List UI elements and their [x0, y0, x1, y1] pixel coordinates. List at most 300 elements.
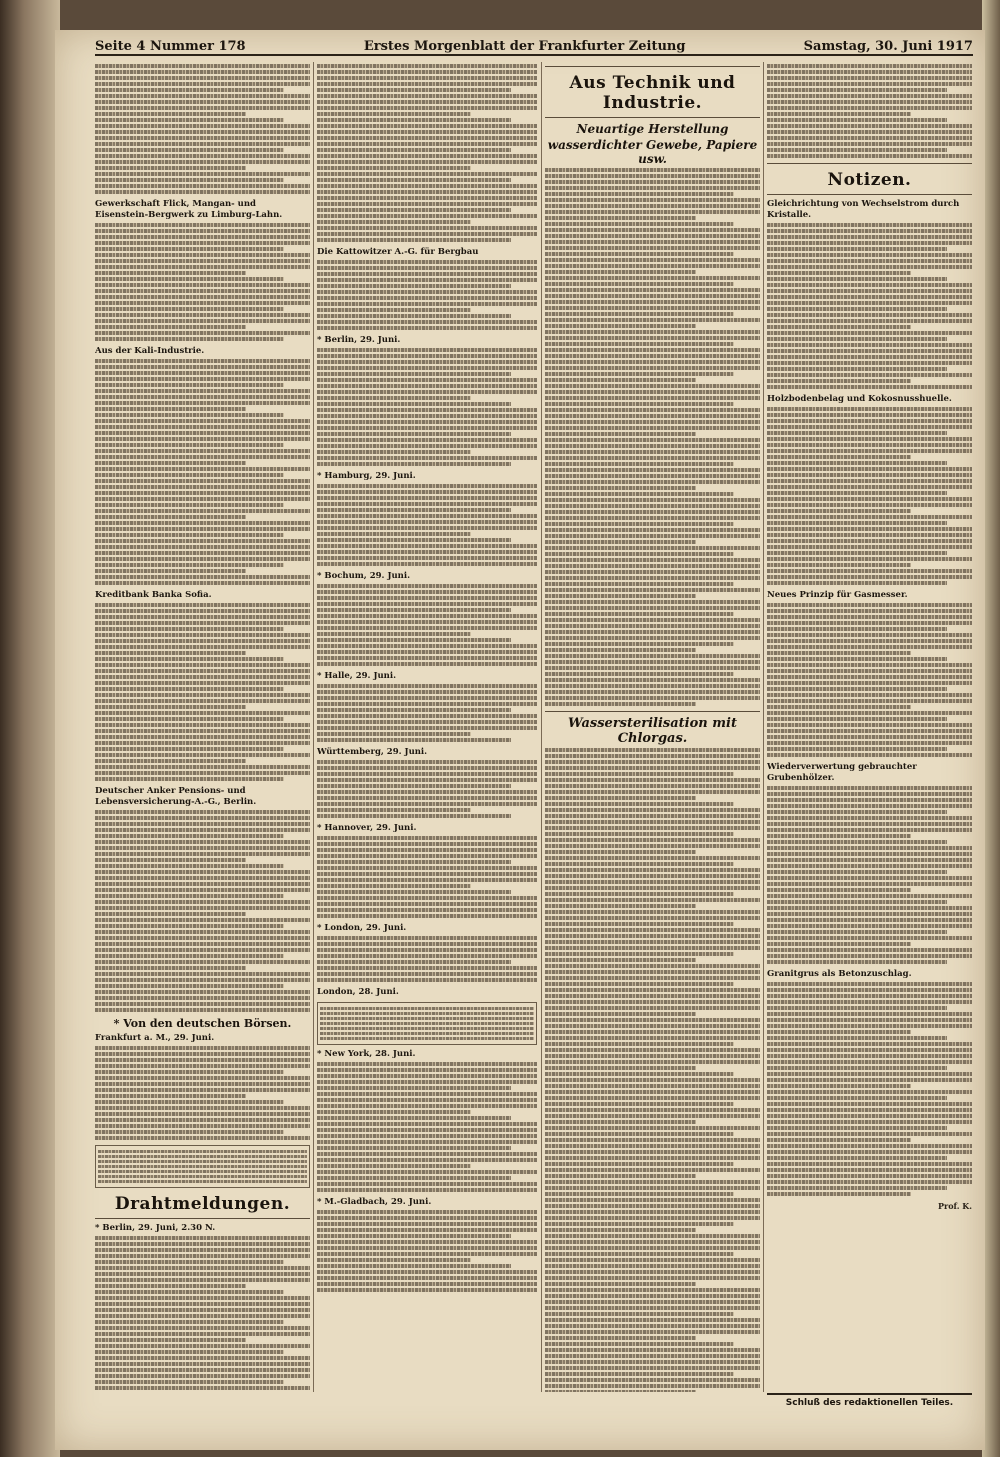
- text-line: [317, 1170, 537, 1174]
- text-line: [95, 461, 246, 465]
- text-line: [545, 1330, 760, 1334]
- text-line: [767, 723, 972, 727]
- text-line: [545, 618, 760, 622]
- text-line: [545, 186, 760, 190]
- text-line: [95, 1266, 310, 1270]
- text-line: [545, 928, 760, 932]
- text-line: [767, 443, 972, 447]
- text-line: [545, 534, 760, 538]
- text-line: [545, 672, 734, 676]
- text-line: [767, 615, 972, 619]
- text-line: [317, 226, 537, 230]
- text-line: [767, 355, 972, 359]
- text-line: [95, 295, 310, 299]
- text-line: [95, 130, 310, 134]
- text-line: [95, 467, 310, 471]
- text-line: [545, 546, 760, 550]
- text-line: [545, 1036, 760, 1040]
- text-line: [545, 510, 760, 514]
- text-line: [767, 563, 911, 567]
- text-line: [317, 124, 537, 128]
- text-line: [767, 259, 972, 263]
- text-line: [95, 1332, 310, 1336]
- text-line: [767, 1084, 911, 1088]
- text-line: [95, 235, 310, 239]
- text-line: [545, 982, 734, 986]
- text-line: [767, 888, 911, 892]
- text-line: [317, 690, 537, 694]
- text-line: [767, 557, 972, 561]
- text-block-c3-1: [545, 168, 760, 706]
- text-line: [317, 854, 537, 858]
- text-line: [767, 741, 972, 745]
- text-line: [317, 1216, 537, 1220]
- table-row: [320, 1007, 534, 1010]
- text-line: [545, 1192, 734, 1196]
- text-line: [545, 474, 760, 478]
- text-line: [95, 1380, 284, 1384]
- text-line: [767, 1018, 972, 1022]
- text-line: [317, 1092, 537, 1096]
- text-line: [545, 1300, 760, 1304]
- text-line: [95, 1106, 310, 1110]
- text-line: [767, 331, 972, 335]
- text-line: [767, 1144, 972, 1148]
- text-line: [545, 336, 760, 340]
- text-line: [317, 1176, 511, 1180]
- text-line: [767, 373, 972, 377]
- text-line: [317, 136, 537, 140]
- text-line: [545, 222, 734, 226]
- text-line: [95, 70, 310, 74]
- text-line: [317, 842, 537, 846]
- text-line: [317, 772, 537, 776]
- text-line: [317, 620, 537, 624]
- text-line: [545, 1030, 760, 1034]
- text-line: [545, 802, 734, 806]
- text-line: [317, 444, 537, 448]
- text-line: [95, 395, 310, 399]
- text-line: [767, 515, 972, 519]
- text-line: [95, 1344, 310, 1348]
- c2-head-5: * Halle, 29. Juni.: [317, 671, 397, 681]
- text-line: [545, 814, 760, 818]
- text-line: [317, 130, 537, 134]
- text-line: [767, 497, 972, 501]
- text-line: [95, 765, 310, 769]
- text-line: [95, 563, 284, 567]
- divider: [545, 711, 760, 712]
- text-line: [545, 354, 760, 358]
- text-line: [545, 438, 760, 442]
- text-line: [545, 1156, 760, 1160]
- text-line: [545, 1048, 760, 1052]
- text-line: [545, 312, 734, 316]
- text-line: [95, 437, 310, 441]
- text-block-c2-7: [317, 760, 537, 818]
- text-line: [95, 771, 310, 775]
- text-line: [317, 626, 537, 630]
- text-line: [317, 420, 537, 424]
- text-line: [317, 94, 537, 98]
- text-line: [545, 480, 760, 484]
- text-line: [767, 1108, 972, 1112]
- text-line: [545, 754, 760, 758]
- text-line: [767, 76, 972, 80]
- header-left: Seite 4 Nummer 178: [95, 39, 246, 54]
- text-line: [767, 834, 911, 838]
- text-line: [317, 708, 511, 712]
- text-line: [767, 545, 972, 549]
- text-line: [317, 872, 537, 876]
- text-line: [317, 614, 537, 618]
- text-line: [95, 828, 310, 832]
- text-line: [317, 402, 511, 406]
- text-line: [317, 520, 537, 524]
- text-line: [317, 966, 537, 970]
- text-line: [767, 1078, 972, 1082]
- text-line: [545, 1108, 760, 1112]
- table-row: [320, 1037, 534, 1040]
- note-head-3: Neues Prinzip für Gasmesser.: [767, 590, 908, 600]
- text-line: [95, 1058, 310, 1062]
- text-line: [767, 651, 911, 655]
- text-line: [767, 503, 972, 507]
- text-line: [317, 302, 537, 306]
- column-divider: [313, 62, 314, 1392]
- text-line: [545, 988, 760, 992]
- text-line: [317, 214, 537, 218]
- text-line: [767, 271, 911, 275]
- text-line: [545, 636, 760, 640]
- text-line: [767, 319, 972, 323]
- text-line: [545, 504, 760, 508]
- text-line: [545, 880, 760, 884]
- text-line: [545, 1240, 760, 1244]
- text-line: [545, 1018, 760, 1022]
- text-line: [317, 1110, 471, 1114]
- column-2: [317, 62, 537, 1392]
- c2-head-1: Die Kattowitzer A.-G. für Bergbau: [317, 247, 479, 257]
- text-line: [545, 778, 760, 782]
- text-line: [95, 313, 310, 317]
- table-row: [98, 1155, 307, 1158]
- text-block-c4-6: [767, 982, 972, 1196]
- text-line: [545, 252, 734, 256]
- text-line: [767, 633, 972, 637]
- text-line: [95, 425, 310, 429]
- text-line: [317, 278, 537, 282]
- text-line: [545, 766, 760, 770]
- text-line: [767, 295, 972, 299]
- text-line: [545, 282, 734, 286]
- text-line: [545, 1228, 696, 1232]
- text-line: [545, 1126, 760, 1130]
- text-line: [317, 396, 471, 400]
- text-line: [545, 856, 760, 860]
- text-line: [317, 526, 537, 530]
- text-line: [545, 426, 760, 430]
- text-line: [545, 516, 760, 520]
- text-line: [545, 1198, 760, 1202]
- text-line: [317, 814, 511, 818]
- text-line: [95, 747, 284, 751]
- text-line: [317, 890, 511, 894]
- text-line: [545, 264, 760, 268]
- text-line: [545, 420, 760, 424]
- text-line: [545, 1234, 760, 1238]
- text-line: [767, 307, 947, 311]
- text-line: [95, 1302, 310, 1306]
- text-line: [545, 1186, 760, 1190]
- text-line: [317, 348, 537, 352]
- text-line: [317, 88, 511, 92]
- text-line: [545, 1252, 734, 1256]
- text-line: [95, 331, 310, 335]
- text-line: [95, 960, 310, 964]
- text-line: [767, 852, 972, 856]
- text-line: [767, 385, 972, 389]
- text-line: [545, 300, 760, 304]
- text-line: [95, 723, 310, 727]
- text-line: [545, 916, 760, 920]
- text-line: [545, 180, 760, 184]
- text-line: [95, 1088, 310, 1092]
- text-line: [767, 810, 947, 814]
- text-line: [545, 378, 696, 382]
- text-line: [767, 479, 972, 483]
- text-line: [767, 918, 972, 922]
- text-line: [767, 954, 972, 958]
- text-line: [95, 118, 284, 122]
- text-line: [95, 615, 310, 619]
- text-line: [767, 100, 972, 104]
- text-line: [317, 296, 537, 300]
- text-line: [545, 946, 760, 950]
- text-line: [545, 1120, 696, 1124]
- text-line: [545, 528, 760, 532]
- text-line: [95, 669, 310, 673]
- text-line: [317, 1068, 537, 1072]
- wassersterilisation-heading: Wassersterilisation mit Chlorgas.: [568, 716, 737, 746]
- text-line: [95, 1100, 284, 1104]
- text-line: [317, 232, 537, 236]
- text-line: [95, 166, 246, 170]
- text-line: [317, 596, 537, 600]
- text-line: [767, 413, 972, 417]
- text-line: [545, 624, 760, 628]
- text-line: [95, 325, 246, 329]
- divider: [767, 194, 972, 195]
- text-line: [767, 687, 947, 691]
- text-line: [317, 550, 537, 554]
- text-line: [95, 687, 284, 691]
- text-line: [95, 693, 310, 697]
- text-line: [317, 602, 537, 606]
- text-line: [767, 130, 972, 134]
- text-line: [95, 319, 310, 323]
- text-line: [95, 858, 246, 862]
- text-line: [95, 657, 284, 661]
- text-block-c2-2: [317, 260, 537, 330]
- text-line: [545, 666, 760, 670]
- text-line: [95, 455, 310, 459]
- text-line: [95, 377, 310, 381]
- text-line: [95, 990, 310, 994]
- text-block-c4-3: [767, 407, 972, 585]
- text-line: [545, 462, 734, 466]
- text-line: [767, 792, 972, 796]
- note-head-2: Holzbodenbelag und Kokosnusshuelle.: [767, 394, 952, 404]
- text-line: [95, 1076, 310, 1080]
- text-line: [767, 1048, 972, 1052]
- text-line: [95, 365, 310, 369]
- text-line: [767, 753, 972, 757]
- text-line: [767, 431, 947, 435]
- text-line: [317, 76, 537, 80]
- table-row: [320, 1027, 534, 1030]
- text-line: [95, 675, 310, 679]
- text-line: [545, 1366, 760, 1370]
- text-line: [545, 976, 760, 980]
- text-line: [545, 294, 760, 298]
- text-line: [317, 202, 537, 206]
- text-line: [767, 1186, 947, 1190]
- text-line: [545, 1270, 760, 1274]
- text-line: [317, 1062, 537, 1066]
- text-line: [545, 228, 760, 232]
- text-line: [545, 1294, 760, 1298]
- text-line: [317, 1158, 537, 1162]
- text-block-c2-3: [317, 348, 537, 466]
- text-line: [545, 594, 696, 598]
- divider: [767, 163, 972, 164]
- text-line: [545, 258, 760, 262]
- text-line: [317, 808, 471, 812]
- text-line: [95, 509, 310, 513]
- c2-head-7: * Hannover, 29. Juni.: [317, 823, 417, 833]
- text-block-7: [95, 1236, 310, 1392]
- text-line: [317, 190, 537, 194]
- text-line: [767, 639, 972, 643]
- text-line: [767, 1174, 972, 1178]
- table-row: [320, 1012, 534, 1015]
- technik-heading: Aus Technik und Industrie.: [569, 73, 736, 113]
- article-subtitle-1: Neuartige Herstellung: [576, 122, 729, 136]
- text-line: [317, 778, 537, 782]
- text-line: [95, 136, 310, 140]
- text-line: [317, 148, 511, 152]
- text-line: [317, 896, 537, 900]
- text-line: [767, 88, 947, 92]
- text-line: [95, 1368, 310, 1372]
- text-line: [767, 136, 972, 140]
- text-line: [545, 648, 696, 652]
- text-line: [545, 1090, 760, 1094]
- text-line: [767, 313, 972, 317]
- text-line: [767, 1054, 972, 1058]
- text-line: [545, 1102, 734, 1106]
- text-line: [545, 910, 760, 914]
- text-line: [317, 802, 537, 806]
- text-line: [317, 608, 511, 612]
- text-line: [95, 190, 310, 194]
- text-line: [317, 1270, 537, 1274]
- text-line: [767, 343, 972, 347]
- text-line: [317, 1252, 537, 1256]
- text-line: [95, 575, 310, 579]
- text-line: [767, 960, 947, 964]
- text-line: [317, 1282, 537, 1286]
- text-line: [545, 1276, 760, 1280]
- table-row: [320, 1017, 534, 1020]
- text-line: [545, 1306, 760, 1310]
- text-block-c2-4: [317, 484, 537, 566]
- text-line: [545, 606, 760, 610]
- table-row: [98, 1165, 307, 1168]
- draht-lead: * Berlin, 29. Juni, 2.30 N.: [95, 1223, 216, 1233]
- text-line: [317, 308, 471, 312]
- text-line: [317, 514, 537, 518]
- text-line: [95, 1236, 310, 1240]
- text-line: [545, 234, 760, 238]
- text-line: [545, 844, 760, 848]
- text-line: [767, 229, 972, 233]
- table-row: [98, 1160, 307, 1163]
- text-block-c2-1: [317, 64, 537, 242]
- text-line: [95, 82, 310, 86]
- text-line: [767, 449, 972, 453]
- text-line: [767, 551, 947, 555]
- text-line: [767, 657, 947, 661]
- borse-heading: * Von den deutschen Börsen.: [113, 1017, 292, 1030]
- text-block-c2-6: [317, 684, 537, 742]
- text-line: [95, 777, 284, 781]
- text-line: [545, 1078, 760, 1082]
- text-block-c2-11: [317, 1210, 537, 1292]
- text-line: [767, 924, 972, 928]
- text-line: [317, 314, 511, 318]
- text-line: [767, 337, 947, 341]
- text-line: [95, 1136, 310, 1140]
- text-line: [545, 1318, 760, 1322]
- text-line: [545, 1222, 734, 1226]
- text-line: [767, 705, 911, 709]
- text-line: [545, 360, 760, 364]
- text-line: [767, 94, 972, 98]
- text-line: [317, 354, 537, 358]
- text-line: [317, 450, 471, 454]
- text-block-5: [95, 810, 310, 1012]
- text-line: [95, 888, 310, 892]
- text-line: [95, 609, 310, 613]
- column-1: [95, 62, 310, 1392]
- text-line: [767, 265, 972, 269]
- text-line: [545, 874, 760, 878]
- text-line: [545, 174, 760, 178]
- text-line: [767, 982, 972, 986]
- text-line: [317, 70, 537, 74]
- text-line: [545, 1114, 760, 1118]
- text-line: [767, 1120, 972, 1124]
- text-line: [767, 569, 972, 573]
- text-line: [767, 118, 947, 122]
- text-line: [545, 342, 734, 346]
- text-line: [545, 952, 734, 956]
- text-line: [545, 1204, 760, 1208]
- text-line: [545, 1288, 760, 1292]
- text-line: [95, 223, 310, 227]
